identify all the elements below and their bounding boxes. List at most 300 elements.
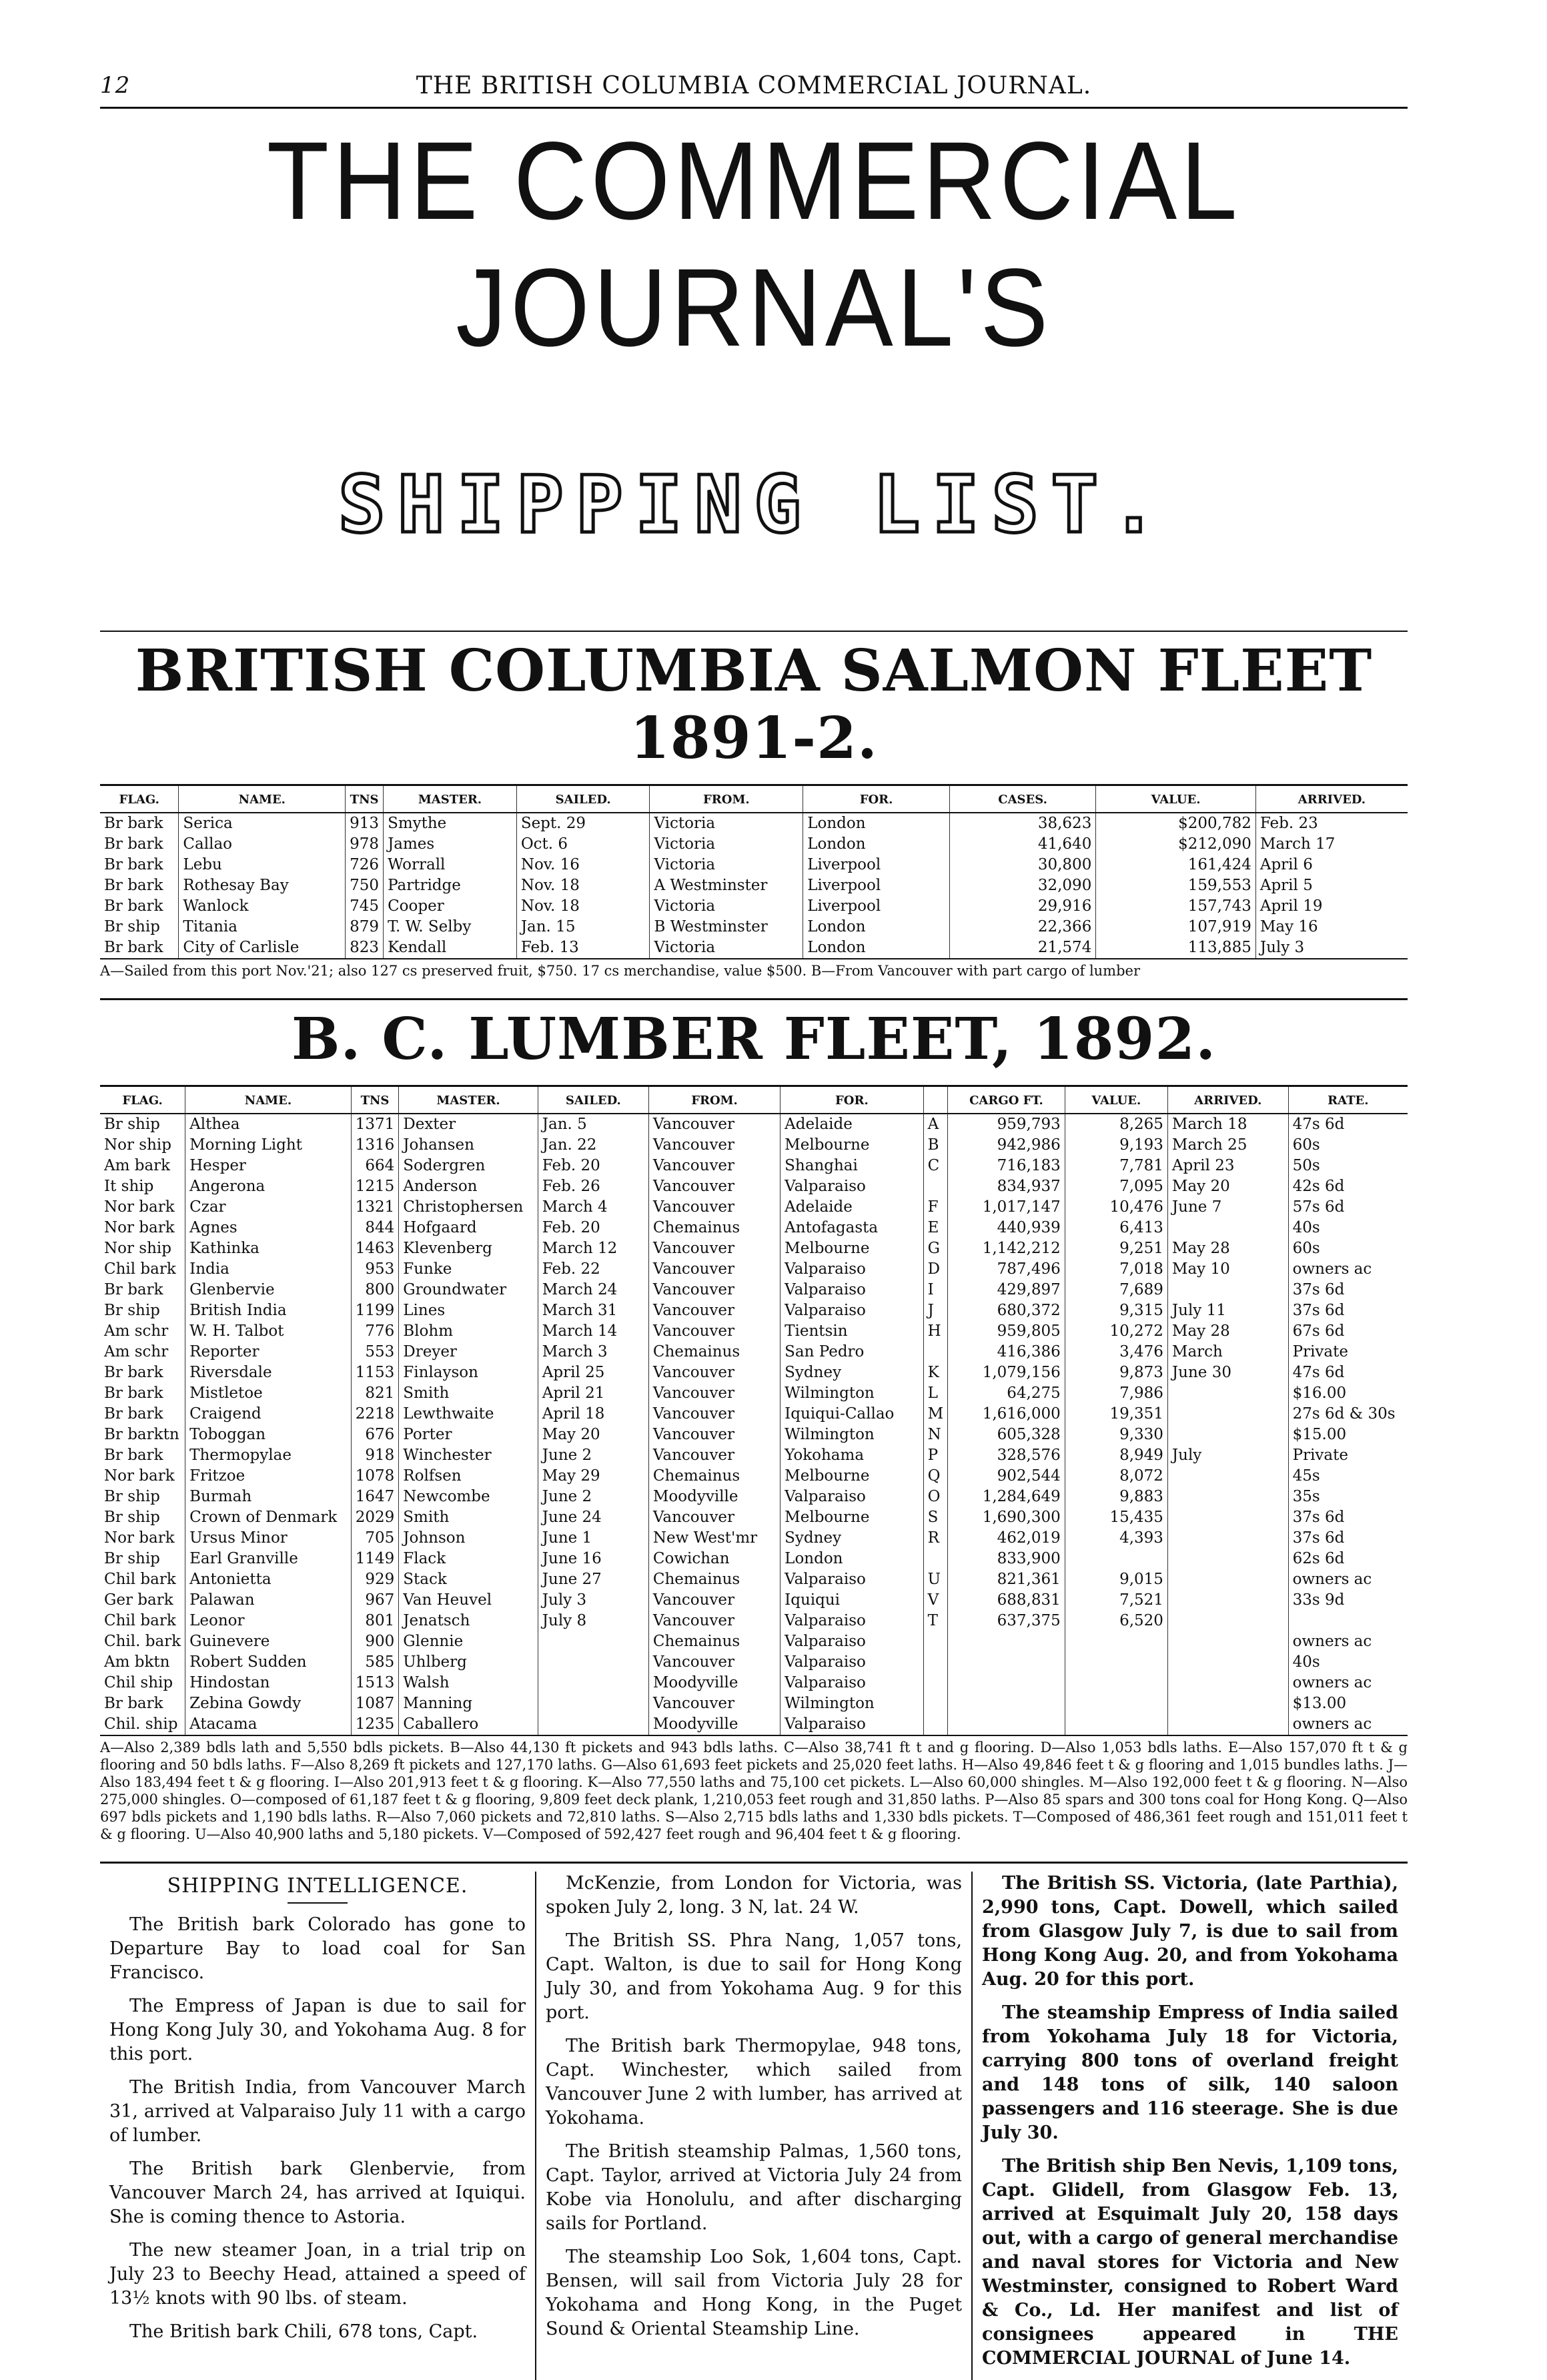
table-cell: 47s 6d	[1288, 1114, 1408, 1135]
table-cell: 22,366	[949, 917, 1095, 937]
table-cell: Iquiqui	[781, 1590, 923, 1611]
table-cell: London	[803, 813, 950, 834]
table-cell: 10,272	[1065, 1321, 1167, 1342]
table-cell: 40s	[1288, 1218, 1408, 1238]
column-header: FLAG.	[100, 785, 179, 813]
table-cell: Moodyville	[648, 1714, 780, 1735]
table-cell: 2029	[351, 1507, 399, 1528]
table-cell: March 12	[538, 1238, 648, 1259]
table-cell: March	[1167, 1342, 1288, 1362]
table-cell: Cowichan	[648, 1549, 780, 1569]
table-row	[100, 1549, 1408, 1569]
table-cell: London	[803, 937, 950, 959]
table-cell: 1,017,147	[948, 1197, 1065, 1218]
table-cell: 159,553	[1096, 875, 1256, 896]
intelligence-column-3	[971, 1872, 1408, 2380]
table-cell: 42s 6d	[1288, 1176, 1408, 1197]
table-cell: Victoria	[650, 855, 803, 875]
table-cell	[1167, 1425, 1288, 1445]
table-cell: Rothesay Bay	[179, 875, 346, 896]
table-cell	[1167, 1611, 1288, 1631]
column-header: MASTER.	[399, 1086, 538, 1114]
table-cell	[1167, 1218, 1288, 1238]
table-cell	[1167, 1673, 1288, 1693]
table-cell: Serica	[179, 813, 346, 834]
table-cell: 1215	[351, 1176, 399, 1197]
table-cell: 929	[351, 1569, 399, 1590]
table-cell: Chil ship	[104, 1674, 173, 1691]
table-cell: Angerona	[185, 1176, 352, 1197]
table-cell: 9,193	[1065, 1135, 1167, 1156]
table-cell: Uhlberg	[399, 1652, 538, 1673]
table-cell: Czar	[185, 1197, 352, 1218]
table-cell: May 28	[1167, 1321, 1288, 1342]
table-row	[100, 813, 1408, 834]
table-cell: Thermopylae	[185, 1445, 352, 1466]
table-cell: Vancouver	[648, 1611, 780, 1631]
table-cell: Caballero	[399, 1714, 538, 1735]
table-row	[100, 917, 1408, 937]
table-cell: June 24	[538, 1507, 648, 1528]
table-cell	[923, 1714, 948, 1735]
intelligence-column-1	[100, 1872, 535, 2380]
table-cell: June 27	[538, 1569, 648, 1590]
table-cell: 913	[346, 813, 384, 834]
table-cell: Chil bark	[104, 1260, 176, 1278]
table-cell: Lewthwaite	[399, 1404, 538, 1425]
table-cell: Feb. 20	[538, 1218, 648, 1238]
table-cell: $13.00	[1288, 1693, 1408, 1714]
table-cell	[923, 1693, 948, 1714]
table-row	[100, 1652, 1408, 1673]
table-cell: Nor bark	[104, 1198, 175, 1216]
table-cell: 60s	[1288, 1135, 1408, 1156]
table-cell	[1065, 1693, 1167, 1714]
table-cell: Br bark	[104, 815, 163, 832]
table-cell: E	[923, 1218, 948, 1238]
table-cell: 1321	[351, 1197, 399, 1218]
table-cell: L	[923, 1383, 948, 1404]
table-cell: J	[923, 1300, 948, 1321]
table-cell: Am bark	[104, 1157, 171, 1174]
table-row	[100, 875, 1408, 896]
table-cell: Valparaiso	[781, 1176, 923, 1197]
table-cell: 41,640	[949, 834, 1095, 855]
table-cell: Vancouver	[648, 1425, 780, 1445]
table-cell: Riversdale	[185, 1362, 352, 1383]
table-cell: 9,315	[1065, 1300, 1167, 1321]
table-cell	[1167, 1487, 1288, 1507]
table-cell: Feb. 23	[1255, 813, 1408, 834]
table-cell: Wanlock	[179, 896, 346, 917]
table-row	[100, 1693, 1408, 1714]
newspaper-page	[100, 67, 1408, 2380]
table-cell: 902,544	[948, 1466, 1065, 1487]
table-cell: Chil. ship	[100, 1714, 185, 1735]
table-cell: 37s 6d	[1288, 1300, 1408, 1321]
table-cell: Vancouver	[648, 1693, 780, 1714]
table-cell: Flack	[399, 1549, 538, 1569]
table-cell: May 16	[1255, 917, 1408, 937]
table-cell: Stack	[399, 1569, 538, 1590]
table-cell: June 7	[1167, 1197, 1288, 1218]
table-cell: S	[923, 1507, 948, 1528]
lumber-footnote: A—Also 2,389 bdls lath and 5,550 bdls pickets. B—Also 44,130 ft pickets and 943 bdls laths. C—Also 38,741 ft t and g flooring. D—Also 1,053 bdls laths. E—Also 157,070 ft t & g flooring and 50 bdls laths. F—Also 8,269 ft pickets and 127,170 laths. G—Also 61,693 feet pickets and 25,020 feet laths. H—Also 49,846 feet t & g flooring and 1,015 bundles laths. J—Also 183,494 feet t & g flooring. I—Also 201,913 feet t & g flooring. K—Also 77,550 laths and 75,100 cet pickets. L—Also 60,000 shingles. M—Also 192,000 feet t & g flooring. N—Also 275,000 shingles. O—composed of 61,187 feet t & g flooring, 9,809 feet deck plank, 1,210,053 feet rough and 31,850 laths. P—Also 85 spars and 300 tons coal for Hong Kong. Q—Also 697 bdls pickets and 1,190 bdls laths. R—Also 7,060 pickets and 72,810 laths. S—Also 2,715 bdls laths and 1,330 bdls pickets. T—Composed of 486,361 feet rough and 151,011 feet t & g flooring. U—Also 40,900 laths and 5,180 pickets. V—Composed of 592,427 feet rough and 96,404 feet t & g flooring.	[100, 1739, 1408, 1842]
table-cell: London	[803, 834, 950, 855]
table-row	[100, 1300, 1408, 1321]
table-cell: 776	[351, 1321, 399, 1342]
table-cell: 716,183	[948, 1156, 1065, 1176]
table-cell: Vancouver	[648, 1404, 780, 1425]
table-cell: 1,284,649	[948, 1487, 1065, 1507]
column-header: VALUE.	[1096, 785, 1256, 813]
table-cell: Am schr	[104, 1322, 169, 1340]
table-cell: Morning Light	[185, 1135, 352, 1156]
table-cell: Am bktn	[104, 1653, 170, 1671]
table-cell: Atacama	[185, 1714, 352, 1735]
table-cell: Valparaiso	[781, 1569, 923, 1590]
column-header: FROM.	[648, 1086, 780, 1114]
table-row	[100, 834, 1408, 855]
section-rule	[100, 998, 1408, 1000]
news-paragraph: The British bark Chili, 678 tons, Capt.	[129, 2321, 478, 2342]
table-cell	[538, 1693, 648, 1714]
table-cell: Br bark	[104, 877, 163, 894]
salmon-footnote: A—Sailed from this port Nov.'21; also 127 cs preserved fruit, $750. 17 cs merchandise, value $500. B—From Vancouver with part cargo of lumber	[100, 963, 1141, 979]
table-cell: Private	[1288, 1445, 1408, 1466]
table-cell: 726	[346, 855, 384, 875]
column-header: TNS	[346, 785, 384, 813]
table-cell: 1153	[351, 1362, 399, 1383]
table-row	[100, 1404, 1408, 1425]
table-cell: Nor bark	[104, 1529, 175, 1547]
table-row	[100, 1238, 1408, 1259]
table-cell: 553	[351, 1342, 399, 1362]
table-cell: F	[923, 1197, 948, 1218]
table-cell: Johnson	[399, 1528, 538, 1549]
table-cell: 64,275	[948, 1383, 1065, 1404]
table-row	[100, 1135, 1408, 1156]
table-cell: Melbourne	[781, 1507, 923, 1528]
table-cell: It ship	[104, 1178, 154, 1195]
table-cell: April 25	[538, 1362, 648, 1383]
table-cell: 1647	[351, 1487, 399, 1507]
table-cell: Worrall	[384, 855, 517, 875]
table-cell: 9,883	[1065, 1487, 1167, 1507]
table-row	[100, 1487, 1408, 1507]
table-cell: A	[923, 1114, 948, 1135]
table-cell: 1149	[351, 1549, 399, 1569]
table-cell: 37s 6d	[1288, 1507, 1408, 1528]
table-cell: Fritzoe	[185, 1466, 352, 1487]
table-row	[100, 1714, 1408, 1735]
table-cell	[538, 1673, 648, 1693]
table-cell: 60s	[1288, 1238, 1408, 1259]
table-cell: Vancouver	[648, 1321, 780, 1342]
table-cell: Jan. 22	[538, 1135, 648, 1156]
table-cell: 918	[351, 1445, 399, 1466]
table-cell: Winchester	[399, 1445, 538, 1466]
table-cell	[1167, 1631, 1288, 1652]
table-cell: 37s 6d	[1288, 1280, 1408, 1300]
table-cell: 688,831	[948, 1590, 1065, 1611]
table-cell: Cooper	[384, 896, 517, 917]
table-cell: Vancouver	[648, 1445, 780, 1466]
table-cell: 10,476	[1065, 1197, 1167, 1218]
table-cell	[923, 1549, 948, 1569]
table-cell: Wilmington	[781, 1693, 923, 1714]
masthead-subtitle: SHIPPING LIST.	[338, 458, 1170, 550]
table-row	[100, 1528, 1408, 1549]
table-cell: 1199	[351, 1300, 399, 1321]
table-row	[100, 1342, 1408, 1362]
table-cell: 801	[351, 1611, 399, 1631]
news-paragraph: The British ship Ben Nevis, 1,109 tons, Capt. Glidell, from Glasgow Feb. 13, arrived at Esquimalt July 20, 158 days out, with a cargo of general merchandise and naval stores for Victoria and New Westminster, consigned to Robert Ward & Co., Ld. Her manifest and list of consignees appeared in THE COMMERCIAL JOURNAL of June 14.	[982, 2156, 1398, 2369]
table-cell: M	[923, 1404, 948, 1425]
table-cell: 328,576	[948, 1445, 1065, 1466]
table-cell: April 21	[538, 1383, 648, 1404]
table-cell: 1513	[351, 1673, 399, 1693]
table-cell: 7,521	[1065, 1590, 1167, 1611]
column-header: SAILED.	[538, 1086, 648, 1114]
table-cell: H	[923, 1321, 948, 1342]
table-row	[100, 1156, 1408, 1176]
table-cell: May 20	[538, 1425, 648, 1445]
table-cell: Crown of Denmark	[185, 1507, 352, 1528]
news-paragraph: The new steamer Joan, in a trial trip on July 23 to Beechy Head, attained a speed of 13½ knots with 90 lbs. of steam.	[109, 2240, 526, 2309]
table-cell: owners ac	[1288, 1631, 1408, 1652]
table-cell: 157,743	[1096, 896, 1256, 917]
table-cell: Anderson	[399, 1176, 538, 1197]
table-cell	[1167, 1383, 1288, 1404]
table-cell: Hindostan	[185, 1673, 352, 1693]
column-header: NAME.	[185, 1086, 352, 1114]
table-cell: Br bark	[104, 856, 163, 873]
table-cell: Feb. 20	[538, 1156, 648, 1176]
table-cell	[1065, 1652, 1167, 1673]
table-cell: Br ship	[104, 1509, 160, 1526]
table-cell: Sept. 29	[516, 813, 650, 834]
table-cell: N	[923, 1425, 948, 1445]
table-cell	[1065, 1673, 1167, 1693]
table-cell: Rolfsen	[399, 1466, 538, 1487]
table-cell: Melbourne	[781, 1135, 923, 1156]
table-cell	[1167, 1549, 1288, 1569]
table-cell: Nov. 18	[516, 896, 650, 917]
table-cell: T. W. Selby	[384, 917, 517, 937]
table-cell	[538, 1631, 648, 1652]
table-cell: 47s 6d	[1288, 1362, 1408, 1383]
table-cell: $16.00	[1288, 1383, 1408, 1404]
news-paragraph: The British SS. Phra Nang, 1,057 tons, Capt. Walton, is due to sail for Hong Kong July 30, and from Yokohama Aug. 9 for this port.	[546, 1930, 962, 2023]
table-cell: 2218	[351, 1404, 399, 1425]
column-header: RATE.	[1288, 1086, 1408, 1114]
table-cell: Vancouver	[648, 1156, 780, 1176]
table-cell: Smith	[399, 1383, 538, 1404]
table-cell: A Westminster	[650, 875, 803, 896]
table-cell: July	[1167, 1445, 1288, 1466]
table-cell: Nor bark	[104, 1467, 175, 1485]
table-cell: June 30	[1167, 1362, 1288, 1383]
table-cell: Earl Granville	[185, 1549, 352, 1569]
table-cell	[1167, 1507, 1288, 1528]
table-cell: Zebina Gowdy	[185, 1693, 352, 1714]
table-cell: Br bark	[104, 1364, 163, 1381]
table-cell: Vancouver	[648, 1362, 780, 1383]
table-cell: March 18	[1167, 1114, 1288, 1135]
table-cell: O	[923, 1487, 948, 1507]
table-row	[100, 1176, 1408, 1197]
table-cell	[1167, 1528, 1288, 1549]
table-cell: 7,689	[1065, 1280, 1167, 1300]
table-cell: Robert Sudden	[185, 1652, 352, 1673]
table-cell: March 24	[538, 1280, 648, 1300]
table-cell: 33s 9d	[1288, 1590, 1408, 1611]
table-cell: 9,330	[1065, 1425, 1167, 1445]
news-paragraph: The British bark Colorado has gone to Departure Bay to load coal for San Francisco.	[109, 1914, 526, 1983]
table-cell: 821,361	[948, 1569, 1065, 1590]
table-cell: Chemainus	[648, 1218, 780, 1238]
table-cell: Kathinka	[185, 1238, 352, 1259]
table-cell	[1065, 1549, 1167, 1569]
table-cell: 745	[346, 896, 384, 917]
table-cell: 823	[346, 937, 384, 959]
table-cell: Callao	[179, 834, 346, 855]
table-cell: 978	[346, 834, 384, 855]
table-cell: 113,885	[1096, 937, 1256, 959]
table-cell: March 4	[538, 1197, 648, 1218]
column-header: SAILED.	[516, 785, 650, 813]
table-cell: 8,265	[1065, 1114, 1167, 1135]
table-cell: Br ship	[104, 1488, 160, 1505]
table-cell: 8,949	[1065, 1445, 1167, 1466]
table-cell: 834,937	[948, 1176, 1065, 1197]
table-cell: 429,897	[948, 1280, 1065, 1300]
table-cell: Vancouver	[648, 1176, 780, 1197]
table-cell: Vancouver	[648, 1652, 780, 1673]
running-header	[100, 67, 1408, 107]
lumber-fleet-title: B. C. LUMBER FLEET, 1892.	[291, 1006, 1217, 1073]
table-cell: Althea	[185, 1114, 352, 1135]
table-cell: March 31	[538, 1300, 648, 1321]
table-cell: India	[185, 1259, 352, 1280]
table-cell: 959,793	[948, 1114, 1065, 1135]
table-cell: Manning	[399, 1693, 538, 1714]
running-title: THE BRITISH COLUMBIA COMMERCIAL JOURNAL.	[416, 72, 1092, 99]
table-cell: I	[923, 1280, 948, 1300]
table-cell: Private	[1288, 1342, 1408, 1362]
table-cell	[923, 1342, 948, 1362]
table-cell: Valparaiso	[781, 1611, 923, 1631]
column-header: FLAG.	[100, 1086, 185, 1114]
table-cell: Sydney	[781, 1362, 923, 1383]
table-cell: 30,800	[949, 855, 1095, 875]
lumber-fleet-table	[100, 1085, 1408, 1736]
table-cell: 27s 6d & 30s	[1288, 1404, 1408, 1425]
table-cell: Feb. 26	[538, 1176, 648, 1197]
table-cell: Valparaiso	[781, 1259, 923, 1280]
table-cell: Vancouver	[648, 1238, 780, 1259]
table-cell: Br bark	[104, 835, 163, 853]
section-rule	[100, 631, 1408, 632]
table-cell: July 3	[538, 1590, 648, 1611]
table-cell: 7,986	[1065, 1383, 1167, 1404]
intelligence-column-2	[535, 1872, 971, 2380]
news-paragraph: The Empress of Japan is due to sail for Hong Kong July 30, and Yokohama Aug. 8 for this port.	[109, 1996, 526, 2064]
table-cell: Chil bark	[104, 1612, 176, 1629]
table-cell: 953	[351, 1259, 399, 1280]
table-cell: 45s	[1288, 1466, 1408, 1487]
table-cell: Liverpool	[803, 855, 950, 875]
table-cell: Br bark	[104, 1384, 163, 1402]
column-header: FOR.	[781, 1086, 923, 1114]
table-cell: 844	[351, 1218, 399, 1238]
salmon-fleet-title: BRITISH COLUMBIA SALMON FLEET 1891-2.	[135, 637, 1373, 772]
table-cell: Am schr	[104, 1343, 169, 1360]
table-cell: Valparaiso	[781, 1714, 923, 1735]
table-cell: 161,424	[1096, 855, 1256, 875]
table-cell: R	[923, 1528, 948, 1549]
table-cell	[538, 1652, 648, 1673]
table-cell	[948, 1631, 1065, 1652]
table-cell: Br bark	[104, 1447, 163, 1464]
table-cell: Blohm	[399, 1321, 538, 1342]
table-cell: Mistletoe	[185, 1383, 352, 1404]
intelligence-heading: SHIPPING INTELLIGENCE.	[167, 1874, 468, 1898]
news-paragraph: The British steamship Palmas, 1,560 tons, Capt. Taylor, arrived at Victoria July 24 from Kobe via Honolulu, and after discharging sails for Portland.	[546, 2141, 962, 2234]
table-cell: 879	[346, 917, 384, 937]
table-cell: 1235	[351, 1714, 399, 1735]
table-cell: Antonietta	[185, 1569, 352, 1590]
table-cell: 676	[351, 1425, 399, 1445]
table-cell: Vancouver	[648, 1135, 780, 1156]
table-cell: Br ship	[104, 1302, 160, 1319]
table-cell: Oct. 6	[516, 834, 650, 855]
table-cell: Chil bark	[104, 1571, 176, 1588]
table-row	[100, 1425, 1408, 1445]
table-cell: 1,690,300	[948, 1507, 1065, 1528]
table-cell	[948, 1673, 1065, 1693]
table-cell: 8,072	[1065, 1466, 1167, 1487]
table-cell: U	[923, 1569, 948, 1590]
table-cell	[1167, 1693, 1288, 1714]
table-cell: Br bark	[104, 897, 163, 915]
table-cell: Dreyer	[399, 1342, 538, 1362]
table-cell: April 6	[1255, 855, 1408, 875]
table-cell: Valparaiso	[781, 1631, 923, 1652]
table-cell	[948, 1714, 1065, 1735]
table-cell: Chemainus	[648, 1631, 780, 1652]
table-cell: Hesper	[185, 1156, 352, 1176]
table-cell: Br ship	[104, 1116, 160, 1133]
table-cell: Vancouver	[648, 1280, 780, 1300]
table-cell: Toboggan	[185, 1425, 352, 1445]
header-rule	[100, 107, 1408, 109]
table-cell	[1167, 1652, 1288, 1673]
table-cell: 1078	[351, 1466, 399, 1487]
table-cell: Sydney	[781, 1528, 923, 1549]
table-cell: Yokohama	[781, 1445, 923, 1466]
table-cell: Br bark	[104, 1405, 163, 1423]
table-cell: Valparaiso	[781, 1652, 923, 1673]
table-cell: 57s 6d	[1288, 1197, 1408, 1218]
table-cell: Vancouver	[648, 1114, 780, 1135]
table-cell: Lebu	[179, 855, 346, 875]
table-cell	[1167, 1714, 1288, 1735]
table-cell: 900	[351, 1631, 399, 1652]
table-cell: 3,476	[1065, 1342, 1167, 1362]
news-paragraph: The steamship Empress of India sailed from Yokohama July 18 for Victoria, carrying 800 tons of overland freight and 148 tons of silk, 140 saloon passengers and 116 steerage. She is due July 30.	[982, 2002, 1398, 2143]
